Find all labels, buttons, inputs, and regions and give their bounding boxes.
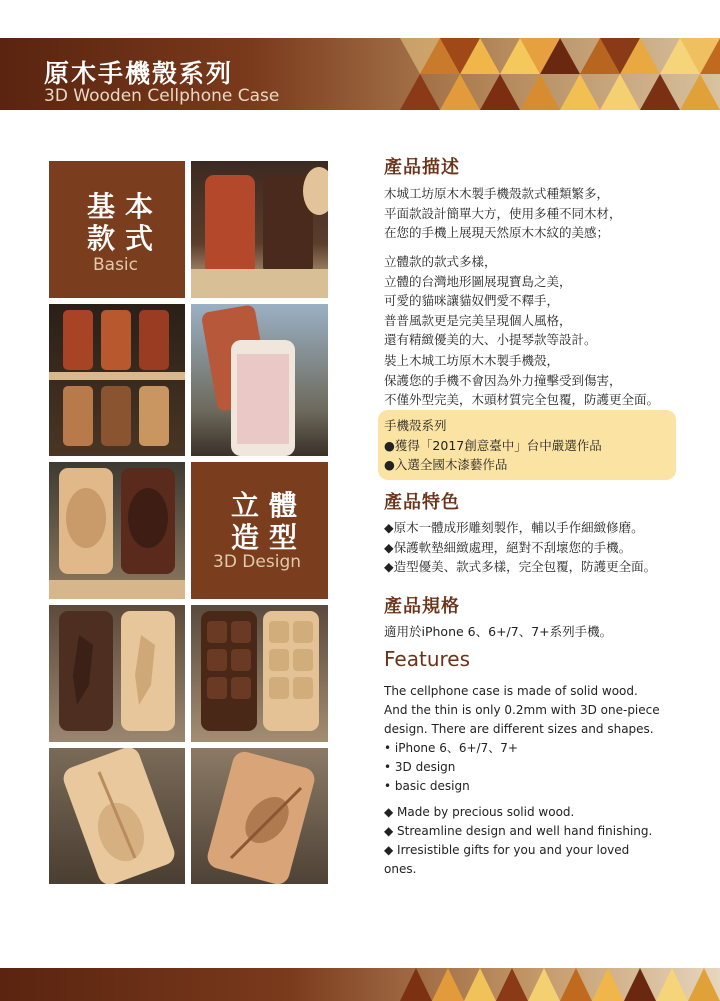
feature-item: ◆保護軟墊細緻處理，絕對不刮壞您的手機。 xyxy=(384,539,632,555)
page-title: 原木手機殼系列 xyxy=(44,59,234,88)
footer-triangle-pattern xyxy=(400,968,720,1001)
photo-taiwan-cases xyxy=(49,605,185,742)
text-line: 木城工坊原木木製手機殼款式種類繁多， xyxy=(384,186,610,201)
3d-design-label-tile xyxy=(191,462,328,599)
photo-phone-with-case xyxy=(191,304,328,456)
text-line: 立體的台灣地形圖展現寶島之美， xyxy=(384,273,572,289)
diamond-item: ◆ Irresistible gifts for you and your loved xyxy=(384,843,630,857)
features-en-heading: Features xyxy=(384,647,470,671)
award-list xyxy=(384,416,602,475)
features-en-diamonds xyxy=(384,803,652,879)
photo-cases-display xyxy=(49,304,185,456)
text-line: 還有精緻優美的大、小提琴款等設計。 xyxy=(384,332,597,347)
diamond-item: ones. xyxy=(384,862,417,876)
description-paragraph-3 xyxy=(384,351,659,410)
award-item: ●獲得「2017創意臺中」台中嚴選作品 xyxy=(384,437,602,453)
bullet-item: • 3D design xyxy=(384,760,456,774)
basic-label-zh-1: 基本 xyxy=(87,190,164,223)
basic-label-tile xyxy=(49,161,185,298)
bullet-item: • basic design xyxy=(384,779,470,793)
text-line: 裝上木城工坊原木木製手機殼， xyxy=(384,353,560,368)
bullet-item: • iPhone 6、6+/7、7+ xyxy=(384,741,518,755)
page-subtitle: 3D Wooden Cellphone Case xyxy=(44,86,280,106)
basic-label-en: Basic xyxy=(93,255,139,275)
photo-basic-cases xyxy=(191,161,328,298)
photo-woven-cases xyxy=(191,605,328,742)
design-label-en: 3D Design xyxy=(213,552,302,572)
footer-band xyxy=(0,968,720,1001)
photo-cello-case xyxy=(191,748,328,884)
award-title: 手機殼系列 xyxy=(384,418,447,433)
text-line: The cellphone case is made of solid wood. xyxy=(384,684,638,698)
description-heading: 產品描述 xyxy=(384,157,460,178)
text-line: 可愛的貓咪讓貓奴們愛不釋手， xyxy=(384,293,560,308)
design-label-zh-2: 造型 xyxy=(231,521,308,554)
design-label-zh-1: 立體 xyxy=(231,489,308,522)
photo-violin-case xyxy=(49,748,185,884)
features-en-bullets xyxy=(384,739,518,796)
feature-item: ◆造型優美、款式多樣，完全包覆，防護更全面。 xyxy=(384,559,657,574)
triangle-pattern xyxy=(400,38,720,110)
description-paragraph-2 xyxy=(384,252,597,350)
diamond-item: ◆ Made by precious solid wood. xyxy=(384,805,575,819)
features-en-intro xyxy=(384,682,660,739)
text-line: 不僅外型完美，木頭材質完全包覆，防護更全面。 xyxy=(384,392,660,407)
text-line: And the thin is only 0.2mm with 3D one-piece xyxy=(384,703,660,717)
text-line: 普普風款更是完美呈現個人風格， xyxy=(384,312,572,328)
features-zh-heading: 產品特色 xyxy=(384,492,460,513)
text-line: 立體款的款式多樣， xyxy=(384,254,497,269)
award-item: ●入選全國木漆藝作品 xyxy=(384,457,508,472)
feature-item: ◆原木一體成形雕刻製作，輔以手作細緻修磨。 xyxy=(384,520,644,535)
text-line: 保護您的手機不會因為外力撞擊受到傷害， xyxy=(384,372,622,388)
text-line: 平面款設計簡單大方，使用多種不同木材， xyxy=(384,205,622,221)
specs-heading: 產品規格 xyxy=(384,596,460,617)
description-paragraph-1 xyxy=(384,184,622,243)
text-line: 在您的手機上展現天然原木木紋的美感； xyxy=(384,225,610,240)
specs-line: 適用於iPhone 6、6+/7、7+系列手機。 xyxy=(384,624,613,639)
specs-text xyxy=(384,622,612,642)
features-zh-list xyxy=(384,518,656,577)
diamond-item: ◆ Streamline design and well hand finishing. xyxy=(384,824,653,838)
basic-label-zh-2: 款式 xyxy=(87,222,164,255)
text-line: design. There are different sizes and shapes. xyxy=(384,722,654,736)
photo-cat-cases xyxy=(49,462,185,599)
